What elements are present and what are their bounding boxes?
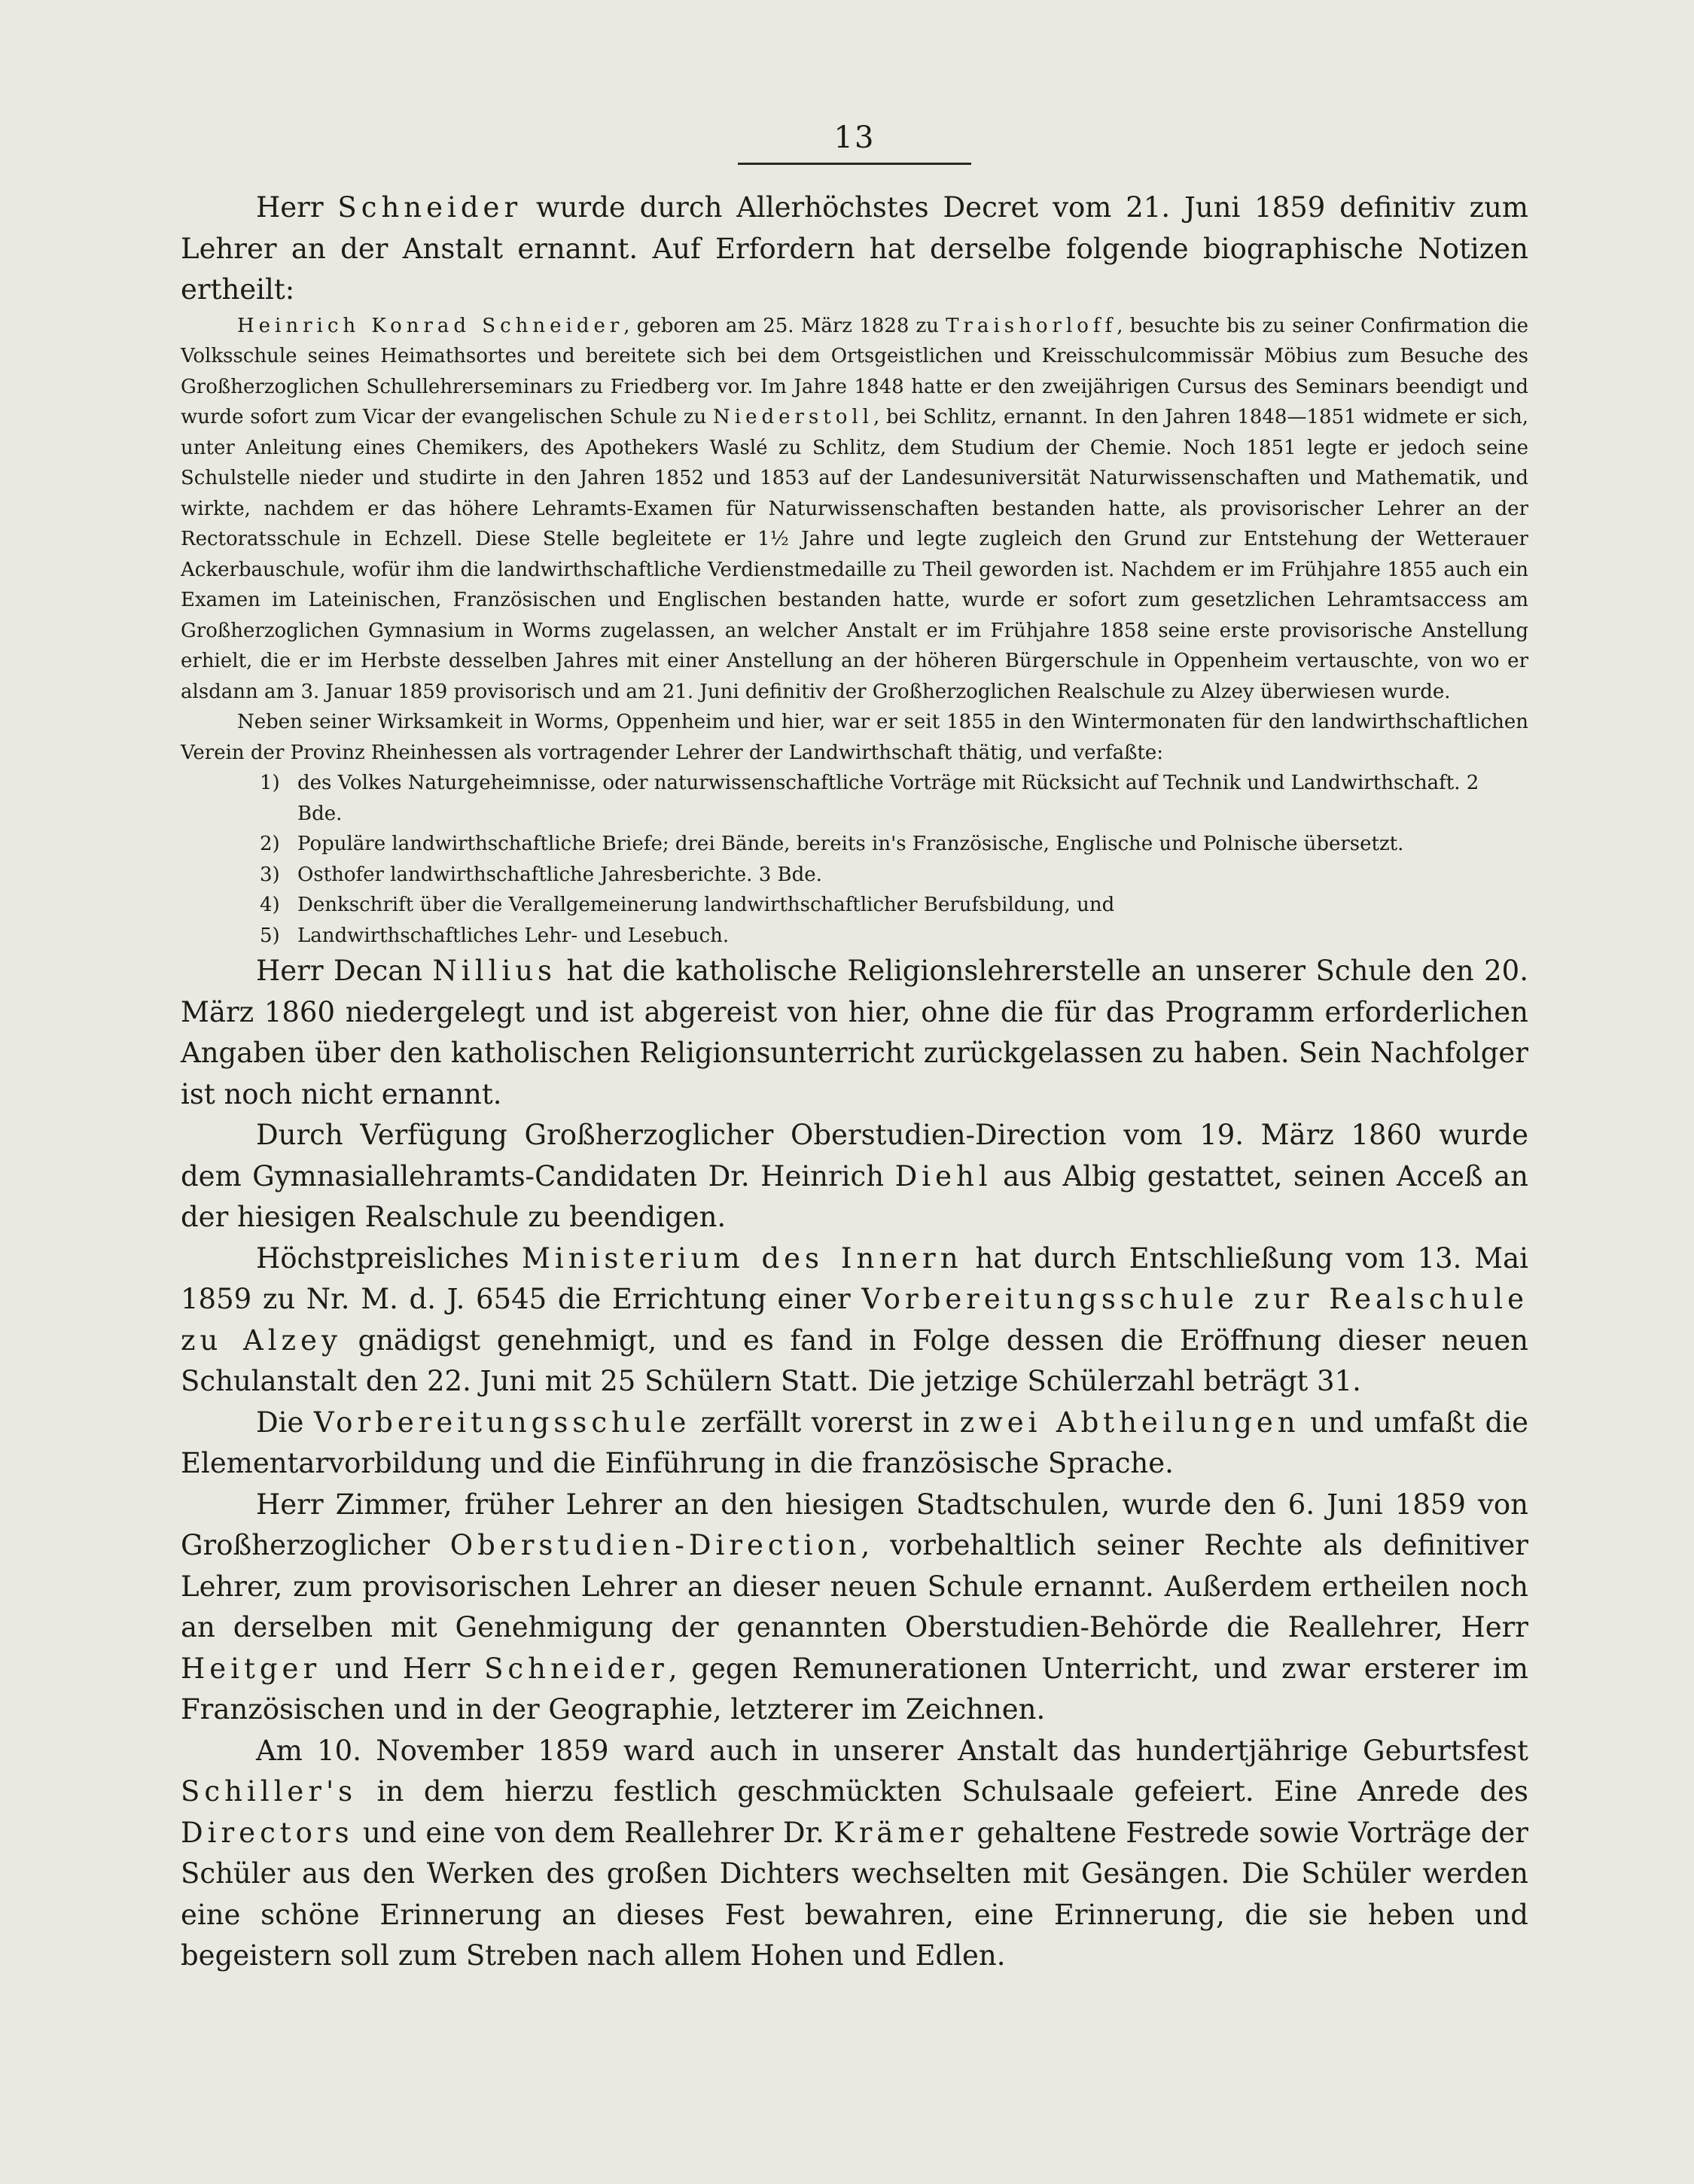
text-run: hat durch Entschließung vom 13. Mai 1859 zu Nr. M. d. J. 6545 die Errichtung einer [181,1241,1529,1315]
text-run: wurde durch Allerhöchstes Decret vom 21. Juni 1859 definitiv zum Lehrer an der Anstalt ernannt. Auf Erfordern hat derselbe folgende biographische Notizen ertheilt: [181,191,1528,306]
paragraph-schneider-appointment [181,187,1528,311]
works-list-item [260,768,1528,829]
paragraph-zimmer [181,1485,1528,1731]
list-number: 4) [260,894,280,916]
text-run: und Herr [321,1652,485,1685]
list-number: 2) [260,833,280,855]
person-name: Heitger [181,1652,321,1685]
text-run: , bei Schlitz, ernannt. In den Jahren 1848—1851 widmete er sich, unter Anleitung eines Chemikers, des Apothekers Waslé zu Schlitz, dem Studium der Chemie. Noch 1851 legte er jedoch seine Schulstelle nieder und studirte in den Jahren 1852 und 1853 auf der Landesuniversität Naturwissenschaften und Mathematik, und wirkte, nachdem er das höhere Lehramts-Examen für Naturwissenschaften bestanden hatte, als provisorischer Lehrer an der Rectoratsschule in Echzell. Diese Stelle begleitete er 1½ Jahre und legte zugleich den Grund zur Entstehung der Wetterauer Ackerbauschule, wofür ihm die landwirthschaftliche Verdienstmedaille zu Theil geworden ist. Nachdem er im Frühjahre 1855 auch ein Examen im Lateinischen, Französischen und Englischen bestanden hatte, wurde er sofort zum gesetzlichen Lehramtsaccess am Großherzoglichen Gymnasium in Worms zugelassen, an welcher Anstalt er im Frühjahre 1858 seine erste provisorische Anstellung erhielt, die er im Herbste desselben Jahres mit einer Anstellung an der höheren Bürgerschule in Oppenheim vertauschte, von wo er alsdann am 3. Januar 1859 provisorisch und am 21. Juni definitiv der Großherzoglichen Realschule zu Alzey überwiesen wurde. [181,406,1528,703]
header-rule [738,163,971,165]
page-number: 13 [833,120,876,155]
person-name: Nillius [432,955,557,987]
paragraph-vorbereitungsschule [181,1403,1528,1485]
text-run: in dem hierzu festlich geschmückten Schulsaale gefeiert. Eine Anrede des [357,1775,1528,1808]
text-run: und eine von dem Reallehrer Dr. [353,1816,834,1849]
institution-name: Vorbereitungsschule zur Realschule zu Alzey [181,1283,1528,1357]
list-text: Denkschrift über die Verallgemeinerung landwirthschaftlicher Berufsbildung, und [297,894,1115,916]
place-name: Niederstoll [713,406,874,428]
text-run: zerfällt vorerst in [690,1406,960,1439]
text-run: Durch Verfügung Großherzoglicher Oberstudien-Direction vom 19. März 1860 wurde dem Gymnasiallehramts-Candidaten Dr. Heinrich [181,1119,1528,1193]
paragraph-ministerium [181,1238,1528,1403]
text-run: gehaltene Festrede sowie Vorträge der Schüler aus den Werken des großen Dichters wechselten mit Gesängen. Die Schüler werden eine schöne Erinnerung an dieses Fest bewahren, eine Erinnerung, die sie heben und begeistern soll zum Streben nach allem Hohen und Edlen. [181,1816,1528,1972]
text-run: und umfaßt die Elementarvorbildung und die Einführung in die französische Sprache. [181,1406,1528,1479]
text-run: aus Albig gestattet, seinen Acceß an der hiesigen Realschule zu beendigen. [181,1159,1528,1233]
person-name: Krämer [833,1816,968,1849]
list-number: 5) [260,924,280,947]
works-list-item [260,890,1528,921]
page-content [181,120,1528,1977]
paragraph-biography-works-intro: Neben seiner Wirksamkeit in Worms, Oppenheim und hier, war er seit 1855 in den Wintermonaten für den landwirthschaftlichen Verein der Provinz Rheinhessen als vortragender Lehrer der Landwirthschaft thätig, und verfaßte: [181,711,1528,764]
works-list-item [260,829,1528,860]
list-number: 3) [260,863,280,886]
institution-name: Ministerium des Innern [522,1241,963,1275]
person-title: Directors [181,1816,354,1849]
text-run: , vorbehaltlich seiner Rechte als definitiver Lehrer, zum provisorischen Lehrer an dieser neuen Schule ernannt. Außerdem ertheilen noch an derselben mit Genehmigung der genannten Oberstudien-Behörde die Reallehrer, Herr [181,1529,1528,1643]
emphasis-text: zwei Abtheilungen [959,1406,1300,1439]
text-run: Am 10. November 1859 ward auch in unserer Anstalt das hundertjährige Geburtsfest [256,1734,1528,1767]
institution-name: Oberstudien-Direction [449,1529,861,1561]
paragraph-nillius [181,951,1528,1115]
works-list-item [260,921,1528,952]
text-run: , gegen Remunerationen Unterricht, und zwar ersterer im Französischen und in der Geographie, letzterer im Zeichnen. [181,1652,1528,1726]
text-run: hat die katholische Religionslehrerstelle an unserer Schule den 20. März 1860 niedergelegt und ist abgereist von hier, ohne die für das Programm erforderlichen Angaben über den katholischen Religionsunterricht zurückgelassen zu haben. Sein Nachfolger ist noch nicht ernannt. [181,955,1528,1110]
person-name: Schiller's [181,1775,358,1808]
person-name: Schneider [484,1652,669,1685]
list-text: des Volkes Naturgeheimnisse, oder naturwissenschaftliche Vorträge mit Rücksicht auf Technik und Landwirthschaft. 2 Bde. [297,772,1479,825]
list-text: Populäre landwirthschaftliche Briefe; drei Bände, bereits in's Französische, Englische und Polnische übersetzt. [297,833,1404,855]
text-run: gnädigst genehmigt, und es fand in Folge dessen die Eröffnung dieser neuen Schulanstalt den 22. Juni mit 25 Schülern Statt. Die jetzige Schülerzahl beträgt 31. [181,1323,1528,1397]
person-name: Diehl [894,1159,992,1193]
paragraph-schiller-festival [181,1731,1528,1977]
text-run: Herr [256,191,338,224]
paragraph-biography [181,311,1528,708]
text-run: Höchstpreisliches [256,1241,523,1275]
place-name: Traishorloff [946,314,1117,337]
text-run: , besuchte bis zu seiner Confirmation die Volksschule seines Heimathsortes und bereitete sich bei dem Ortsgeistlichen und Kreisschulcommissär Möbius zum Besuche des Großherzoglichen Schullehrerseminars zu Friedberg vor. Im Jahre 1848 hatte er den zweijährigen Cursus des Seminars beendigt und wurde sofort zum Vicar der evangelischen Schule zu [181,314,1528,428]
list-text: Osthofer landwirthschaftliche Jahresberichte. 3 Bde. [297,863,822,886]
list-number: 1) [260,772,280,794]
works-list-item [260,860,1528,891]
text-run: Herr Decan [256,955,433,987]
paragraph-diehl [181,1115,1528,1238]
text-run: Herr Zimmer, früher Lehrer an den hiesigen Stadtschulen, wurde den 6. Juni 1859 von Großherzoglicher [181,1488,1528,1561]
text-run: Die [256,1406,314,1439]
institution-name: Vorbereitungsschule [313,1406,691,1439]
works-list [181,768,1528,951]
person-name: Schneider [337,191,523,224]
text-run: , geboren am 25. März 1828 zu [623,314,946,337]
list-text: Landwirthschaftliches Lehr- und Lesebuch. [297,924,730,947]
person-name: Heinrich Konrad Schneider [237,314,624,337]
